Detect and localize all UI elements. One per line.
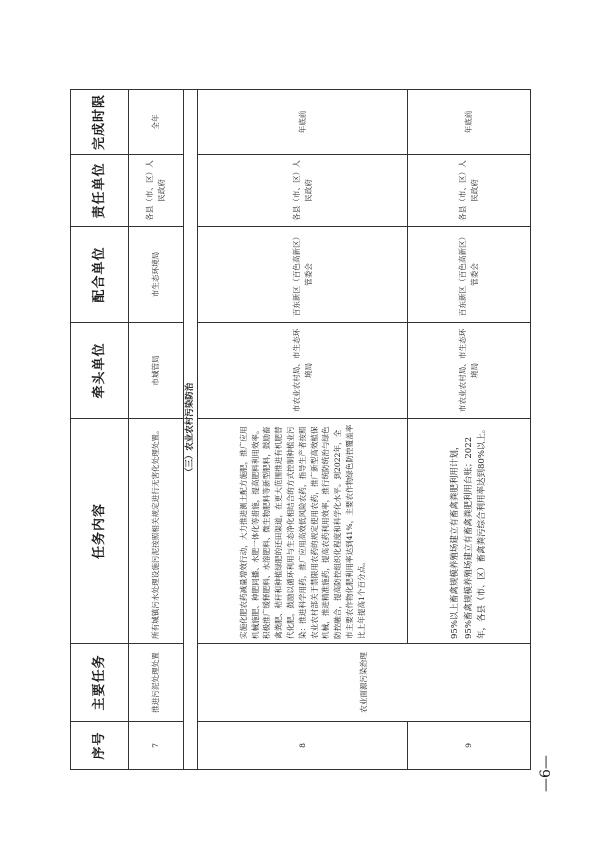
- cell-no: 9: [408, 722, 531, 770]
- header-content: 任务内容: [71, 419, 129, 644]
- cell-deadline: 年底前: [408, 90, 531, 155]
- cell-content: 95%以上畜禽规模养殖场建立有畜禽粪肥利用计划，95%畜禽规模养殖场建立有畜禽粪肥利用台账；2022年，各县（市、区）畜禽粪污综合利用率达到80%以上。: [408, 419, 531, 644]
- header-lead-unit: 牵头单位: [71, 323, 129, 419]
- cell-resp-unit: 各县（市、区）人民政府: [408, 155, 531, 227]
- cell-task: 农业面源污染治理: [198, 644, 531, 722]
- cell-coop-unit: 百东新区（百色高新区）管委会: [408, 227, 531, 323]
- cell-deadline: 年底前: [198, 90, 408, 155]
- header-task: 主要任务: [71, 644, 129, 722]
- section-heading: （三）农业农村污染防治: [184, 90, 198, 770]
- page-number: —6—: [538, 755, 554, 792]
- cell-content: 实施化肥农药减量增效行动，大力推进测土配方施肥，推广应用机械施肥、种肥同播、水肥一体化等措施，提高肥料利用效率。积极推广缓释肥料、水溶肥料、微生物肥料等新型肥料，鼓励畜禽粪肥、秸秆和种植绿肥的还田渠道，在更大范围推进有机肥替代化肥，鼓励以循环利用与生态净化相结合的方式控制种植业污染：推进科学用药，推广应用高效低风险农药，指导生产者按照农业农村部关于禁限用农药的规定使用农药，推广新型高效植保机械，推进精准施药，提高农药利用效率，推行统防统治与绿色防控融合，提高防控组织化程度和科学化水平。到2022年，全市主要农作物化肥利用率达到41%，主要农作物绿色防控覆盖率比上年提高1个百分点。: [198, 419, 408, 644]
- cell-resp-unit: 各县（市、区）人民政府: [198, 155, 408, 227]
- cell-deadline: 全年: [129, 90, 184, 155]
- cell-no: 8: [198, 722, 408, 770]
- cell-coop-unit: 百东新区（百色高新区）管委会: [198, 227, 408, 323]
- section-row: [184, 90, 198, 770]
- table-row: [198, 90, 408, 770]
- table-row: [129, 90, 184, 770]
- cell-lead-unit: 市农业农村局、市生态环境局: [198, 323, 408, 419]
- cell-coop-unit: 市生态环境局: [129, 227, 184, 323]
- cell-content: 所有城镇污水处理设施污泥按照相关规定进行无害化处理处置。: [129, 419, 184, 644]
- cell-lead-unit: 市城管局: [129, 323, 184, 419]
- header-coop-unit: 配合单位: [71, 227, 129, 323]
- table-header-row: [71, 90, 129, 770]
- cell-resp-unit: 各县（市、区）人民政府: [129, 155, 184, 227]
- cell-task: 推进污泥处理处置: [129, 644, 184, 722]
- cell-no: 7: [129, 722, 184, 770]
- cell-lead-unit: 市农业农村局、市生态环境局: [408, 323, 531, 419]
- header-resp-unit: 责任单位: [71, 155, 129, 227]
- task-table: [70, 89, 531, 770]
- header-no: 序号: [71, 722, 129, 770]
- header-deadline: 完成时限: [71, 90, 129, 155]
- rotated-table-wrapper: [70, 90, 528, 770]
